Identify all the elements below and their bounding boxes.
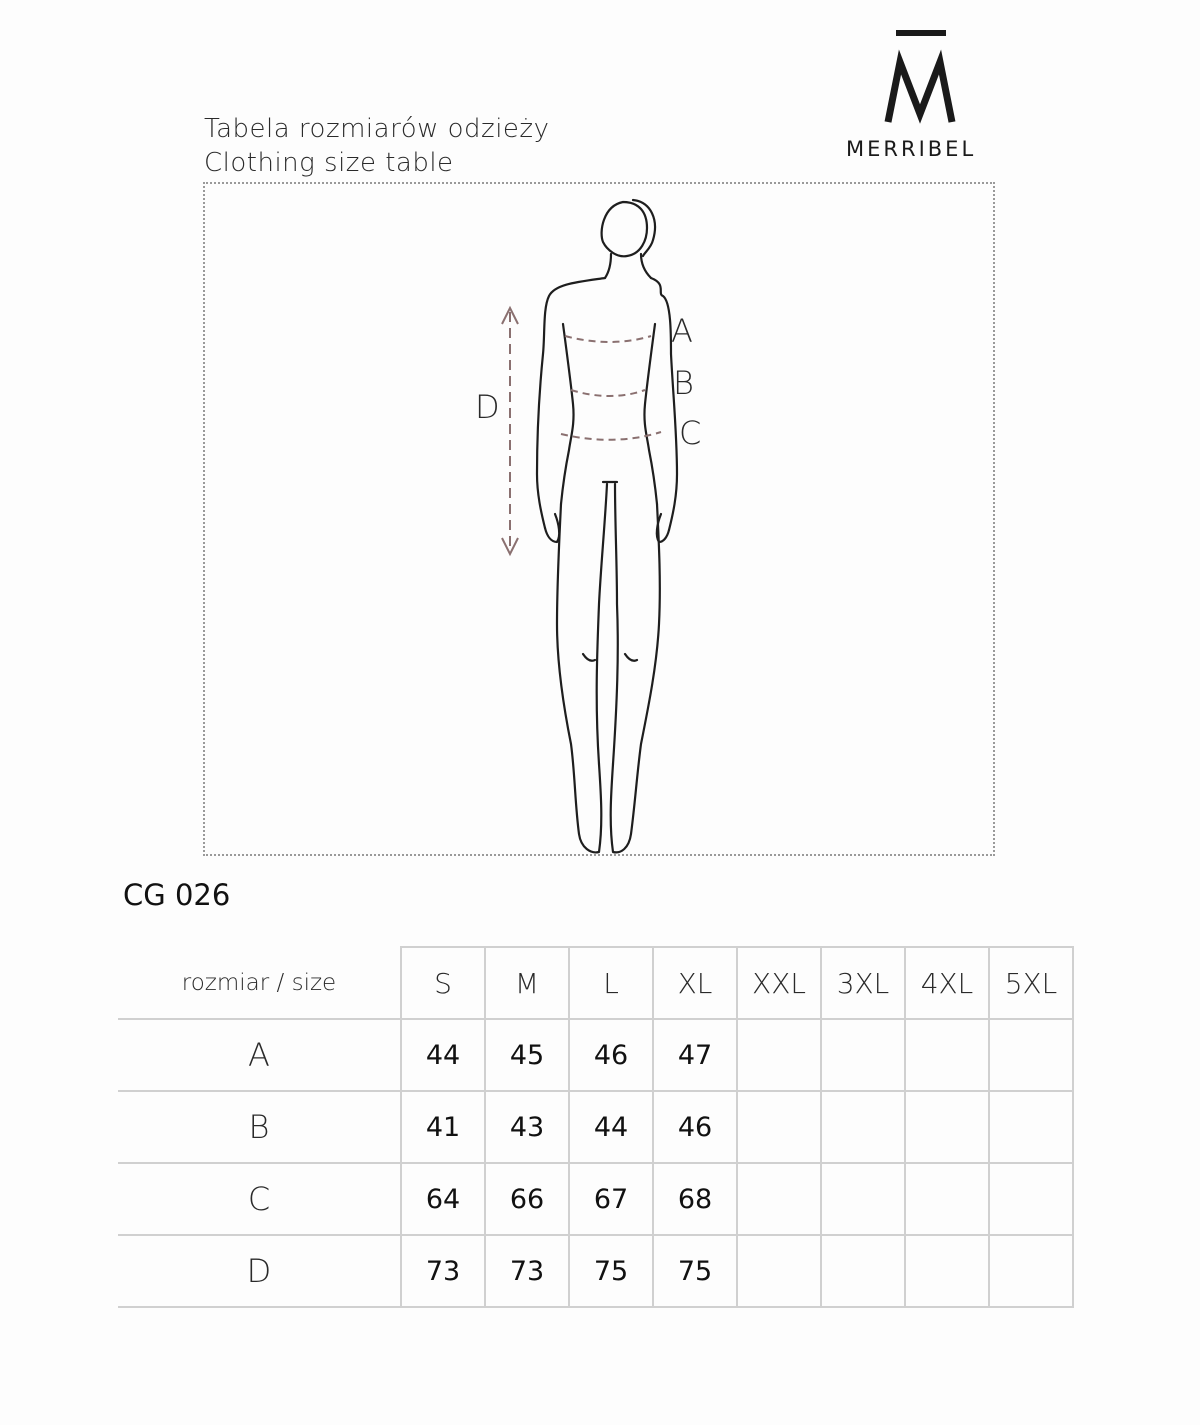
table-row [118, 1235, 1073, 1307]
row-label: C [118, 1163, 401, 1235]
table-cell: 67 [569, 1163, 653, 1235]
label-b: B [673, 364, 694, 402]
row-label: D [118, 1235, 401, 1307]
table-cell: 41 [401, 1091, 485, 1163]
table-cell [989, 1019, 1073, 1091]
heading-english: Clothing size table [204, 148, 454, 178]
row-label: B [118, 1091, 401, 1163]
table-header-row [118, 947, 1073, 1019]
table-cell [905, 1163, 989, 1235]
table-cell [821, 1019, 905, 1091]
heading-polish: Tabela rozmiarów odzieży [204, 114, 550, 144]
label-d: D [475, 388, 500, 426]
table-cell [989, 1235, 1073, 1307]
table-row [118, 1163, 1073, 1235]
row-label: A [118, 1019, 401, 1091]
table-row [118, 1019, 1073, 1091]
table-cell: 68 [653, 1163, 737, 1235]
table-cell: 44 [569, 1091, 653, 1163]
body-measurement-figure [203, 182, 995, 856]
size-header: S [401, 947, 485, 1019]
table-cell: 44 [401, 1019, 485, 1091]
body-silhouette [205, 184, 997, 858]
table-cell: 46 [569, 1019, 653, 1091]
table-cell: 66 [485, 1163, 569, 1235]
table-cell [737, 1235, 821, 1307]
table-cell: 75 [653, 1235, 737, 1307]
label-c: C [679, 414, 702, 452]
size-header: 5XL [989, 947, 1073, 1019]
table-cell: 45 [485, 1019, 569, 1091]
size-header: M [485, 947, 569, 1019]
table-cell [821, 1163, 905, 1235]
table-cell [737, 1163, 821, 1235]
size-header: 4XL [905, 947, 989, 1019]
label-a: A [671, 312, 693, 350]
size-table-heading [204, 112, 549, 180]
brand-name: MERRIBEL [846, 137, 977, 161]
corner-label: rozmiar / size [118, 947, 401, 1019]
table-cell [989, 1091, 1073, 1163]
size-header: 3XL [821, 947, 905, 1019]
table-cell: 73 [485, 1235, 569, 1307]
table-cell: 43 [485, 1091, 569, 1163]
table-cell [821, 1235, 905, 1307]
table-cell [737, 1091, 821, 1163]
table-cell: 75 [569, 1235, 653, 1307]
measure-line-b [571, 390, 645, 396]
table-cell [989, 1163, 1073, 1235]
table-cell [905, 1091, 989, 1163]
table-cell [737, 1019, 821, 1091]
table-cell: 46 [653, 1091, 737, 1163]
table-cell: 73 [401, 1235, 485, 1307]
table-row [118, 1091, 1073, 1163]
table-cell: 47 [653, 1019, 737, 1091]
table-cell [821, 1091, 905, 1163]
size-header: L [569, 947, 653, 1019]
table-cell [905, 1235, 989, 1307]
model-code: CG 026 [123, 878, 231, 912]
size-table [118, 946, 1074, 1308]
table-cell [905, 1019, 989, 1091]
size-header: XXL [737, 947, 821, 1019]
size-header: XL [653, 947, 737, 1019]
table-cell: 64 [401, 1163, 485, 1235]
measure-line-a [565, 336, 651, 342]
